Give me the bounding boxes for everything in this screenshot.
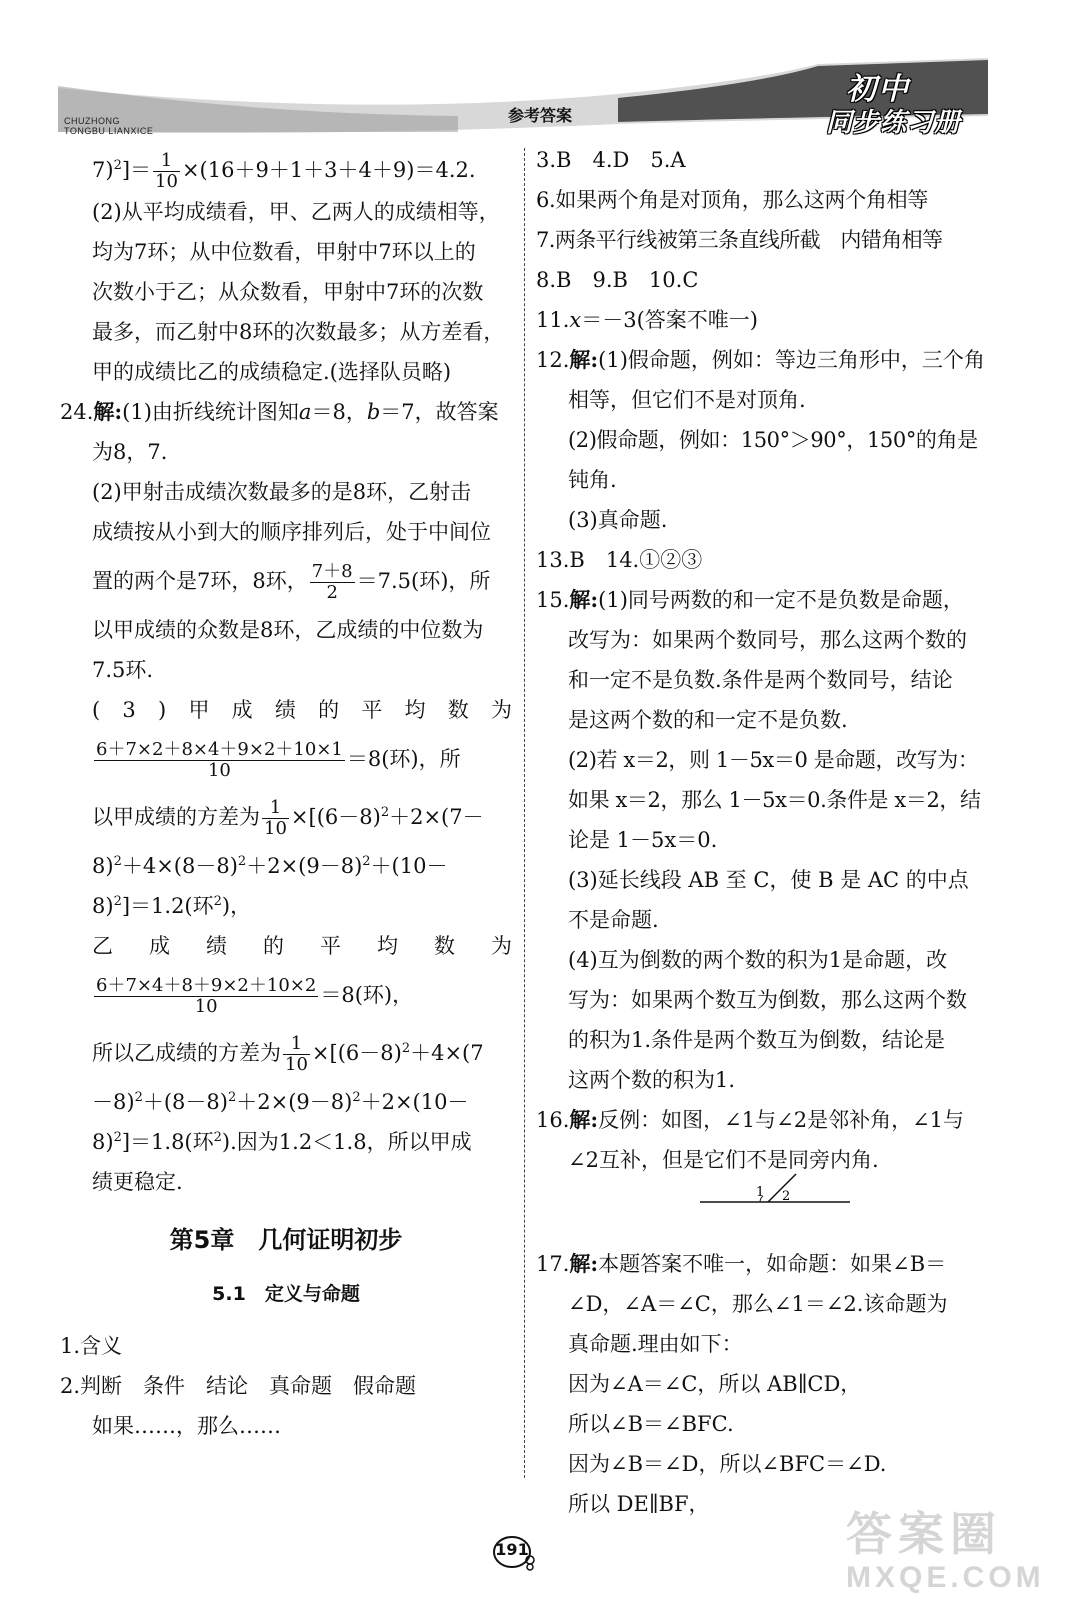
chapter-title: 第5章 几何证明初步	[169, 1226, 403, 1254]
text-line: 是这两个数的和一定不是负数.	[568, 708, 848, 732]
text-line: 相等，但它们不是对顶角.	[568, 388, 806, 412]
text-line: 为8，7.	[92, 440, 168, 464]
text-line: 以甲成绩的众数是8环，乙成绩的中位数为	[92, 618, 484, 642]
text-line: 钝角.	[568, 468, 617, 492]
angle-label-1: 1	[756, 1185, 765, 1200]
right-column	[536, 140, 996, 1524]
text-line: $\frac{6+7\times 4+8+9\times 2+10\times 2}{10}$ ＝8(环)，	[96, 975, 414, 1017]
text-line: 写为：如果两个数互为倒数，那么这两个数	[568, 988, 967, 1012]
answer-2-format: 如果……，那么……	[92, 1414, 281, 1438]
text-line: 这两个数的积为1.	[568, 1068, 736, 1092]
fraction: $\frac{6+7\times 4+8+9\times 2+10\times 2}{10}$	[96, 975, 317, 1017]
text-line: 和一定不是负数.条件是两个数同号，结论	[568, 668, 953, 692]
text-line: 8)$^2$]＝1.2(环$^2$)，	[92, 894, 252, 918]
angle-label-2: 2	[782, 1189, 791, 1204]
text-line: $\frac{6+7\times 2+8\times 4+9\times 2+10\times 1}{10}$ ＝8(环)，所	[96, 739, 461, 781]
text-line: $-8)^2+(8-8)^2+2\times(9-8)^2+2\times(10-$	[92, 1090, 469, 1114]
answer-6: 6.如果两个角是对顶角，那么这两个角相等	[536, 188, 929, 212]
answer-11: 11.x＝－3(答案不唯一)	[536, 308, 758, 332]
text-line-spread: ( 3 ) 甲 成 绩 的 平 均 数 为	[92, 698, 512, 722]
text-line: 因为∠B＝∠D，所以∠BFC＝∠D.	[568, 1452, 887, 1476]
question-12: 12.解:(1)假命题，例如：等边三角形中，三个角	[536, 347, 985, 372]
column-divider	[524, 148, 525, 1478]
question-17: 17.解:本题答案不唯一，如命题：如果∠B＝	[536, 1251, 947, 1276]
fraction: $\frac{1}{10}$	[264, 797, 287, 839]
text-line: 的积为1.条件是两个数互为倒数，结论是	[568, 1028, 946, 1052]
text-line: $8)^2+4\times(8-8)^2+2\times(9-8)^2+(10-$	[92, 854, 448, 878]
left-column	[60, 150, 512, 1446]
question-16: 16.解:反例：如图，∠1与∠2是邻补角，∠1与	[536, 1107, 965, 1132]
text-line: 均为7环；从中位数看，甲射中7环以上的	[92, 240, 476, 264]
text-line: 所以 DE∥BF，	[568, 1492, 710, 1516]
text-line: (4)互为倒数的两个数的积为1是命题，改	[568, 948, 948, 972]
text-line: 绩更稳定.	[92, 1170, 183, 1194]
answer-8-10: 8.B 9.B 10.C	[536, 268, 699, 292]
text-line: 真命题.理由如下：	[568, 1332, 743, 1356]
text-line: 次数小于乙；从众数看，甲射中7环的次数	[92, 280, 484, 304]
series-name-en: CHUZHONG TONGBU LIANXICE	[64, 116, 154, 136]
section-title: 5.1 定义与命题	[212, 1283, 360, 1305]
text-line: 因为∠A＝∠C，所以 AB∥CD，	[568, 1372, 862, 1396]
fraction: $\frac{1}{10}$	[285, 1033, 308, 1075]
text-line-spread: 乙 成 绩 的 平 均 数 为	[92, 934, 512, 958]
text-line: 最多，而乙射中8环的次数最多；从方差看，	[92, 320, 505, 344]
text-line: (2)若 x＝2，则 1－5x＝0 是命题，改写为：	[568, 748, 979, 772]
watermark: 答案圈 MXQE.COM	[846, 1507, 1045, 1594]
text-line: (2)从平均成绩看，甲、乙两人的成绩相等，	[92, 200, 500, 224]
text-line: 如果 x＝2，那么 1－5x＝0.条件是 x＝2，结	[568, 788, 981, 812]
text-line: 所以∠B＝∠BFC.	[568, 1412, 734, 1436]
text-line: (3)真命题.	[568, 508, 668, 532]
question-15: 15.解:(1)同号两数的和一定不是负数是命题，	[536, 587, 964, 612]
text-line: (3)延长线段 AB 至 C，使 B 是 AC 的中点	[568, 868, 969, 892]
text-line: 甲的成绩比乙的成绩稳定.(选择队员略)	[92, 360, 452, 384]
answer-3-5: 3.B 4.D 5.A	[536, 148, 686, 172]
text-line: 8)$^2$]＝1.8(环$^2$).因为1.2＜1.8，所以甲成	[92, 1130, 472, 1154]
text-line: ∠D，∠A＝∠C，那么∠1＝∠2.该命题为	[568, 1292, 948, 1316]
question-24: 24.解:(1)由折线统计图知a＝8，b＝7，故答案	[60, 399, 499, 424]
text-line: 不是命题.	[568, 908, 659, 932]
text-line: 以甲成绩的方差为 $\frac{1}{10}$ $\times[(6-8)^2+2\times(7-$	[92, 797, 484, 839]
fraction: $\frac{1}{10}$	[155, 150, 178, 192]
text-line: (2)甲射击成绩次数最多的是8环，乙射击	[92, 480, 472, 504]
answer-2: 2.判断 条件 结论 真命题 假命题	[60, 1374, 417, 1398]
fraction: $\frac{7+8}{2}$	[311, 561, 353, 603]
text-line: 7.5环.	[92, 658, 154, 682]
page-header-title: 参考答案	[507, 106, 572, 125]
angle-figure	[700, 1172, 850, 1208]
answer-13-14: 13.B 14.①②③	[536, 548, 703, 572]
brand-logo: 初中 同步练习册	[826, 72, 962, 138]
text-line: ∠2互补，但是它们不是同旁内角.	[568, 1148, 879, 1172]
text-line: (2)假命题，例如：150°＞90°，150°的角是	[568, 428, 978, 452]
answer-1: 1.含义	[60, 1334, 123, 1358]
text-line: 所以乙成绩的方差为 $\frac{1}{10}$ $\times[(6-8)^2+4\times(7$	[92, 1033, 484, 1075]
fraction: $\frac{6+7\times 2+8\times 4+9\times 2+10\times 1}{10}$	[96, 739, 343, 781]
text-line: 成绩按从小到大的顺序排列后，处于中间位	[92, 520, 491, 544]
text-line: 论是 1－5x＝0.	[568, 828, 718, 852]
text-line: 7)$^2$]＝ $\frac{1}{10}$ ×(16＋9＋1＋3＋4＋9)＝4.2.	[92, 150, 476, 192]
text-line: 改写为：如果两个数同号，那么这两个数的	[568, 628, 967, 652]
text-line: 置的两个是7环，8环， $\frac{7+8}{2}$ ＝7.5(环)，所	[92, 561, 491, 603]
page-number-badge: 191	[492, 1532, 536, 1572]
answer-7: 7.两条平行线被第三条直线所截 内错角相等	[536, 228, 943, 252]
